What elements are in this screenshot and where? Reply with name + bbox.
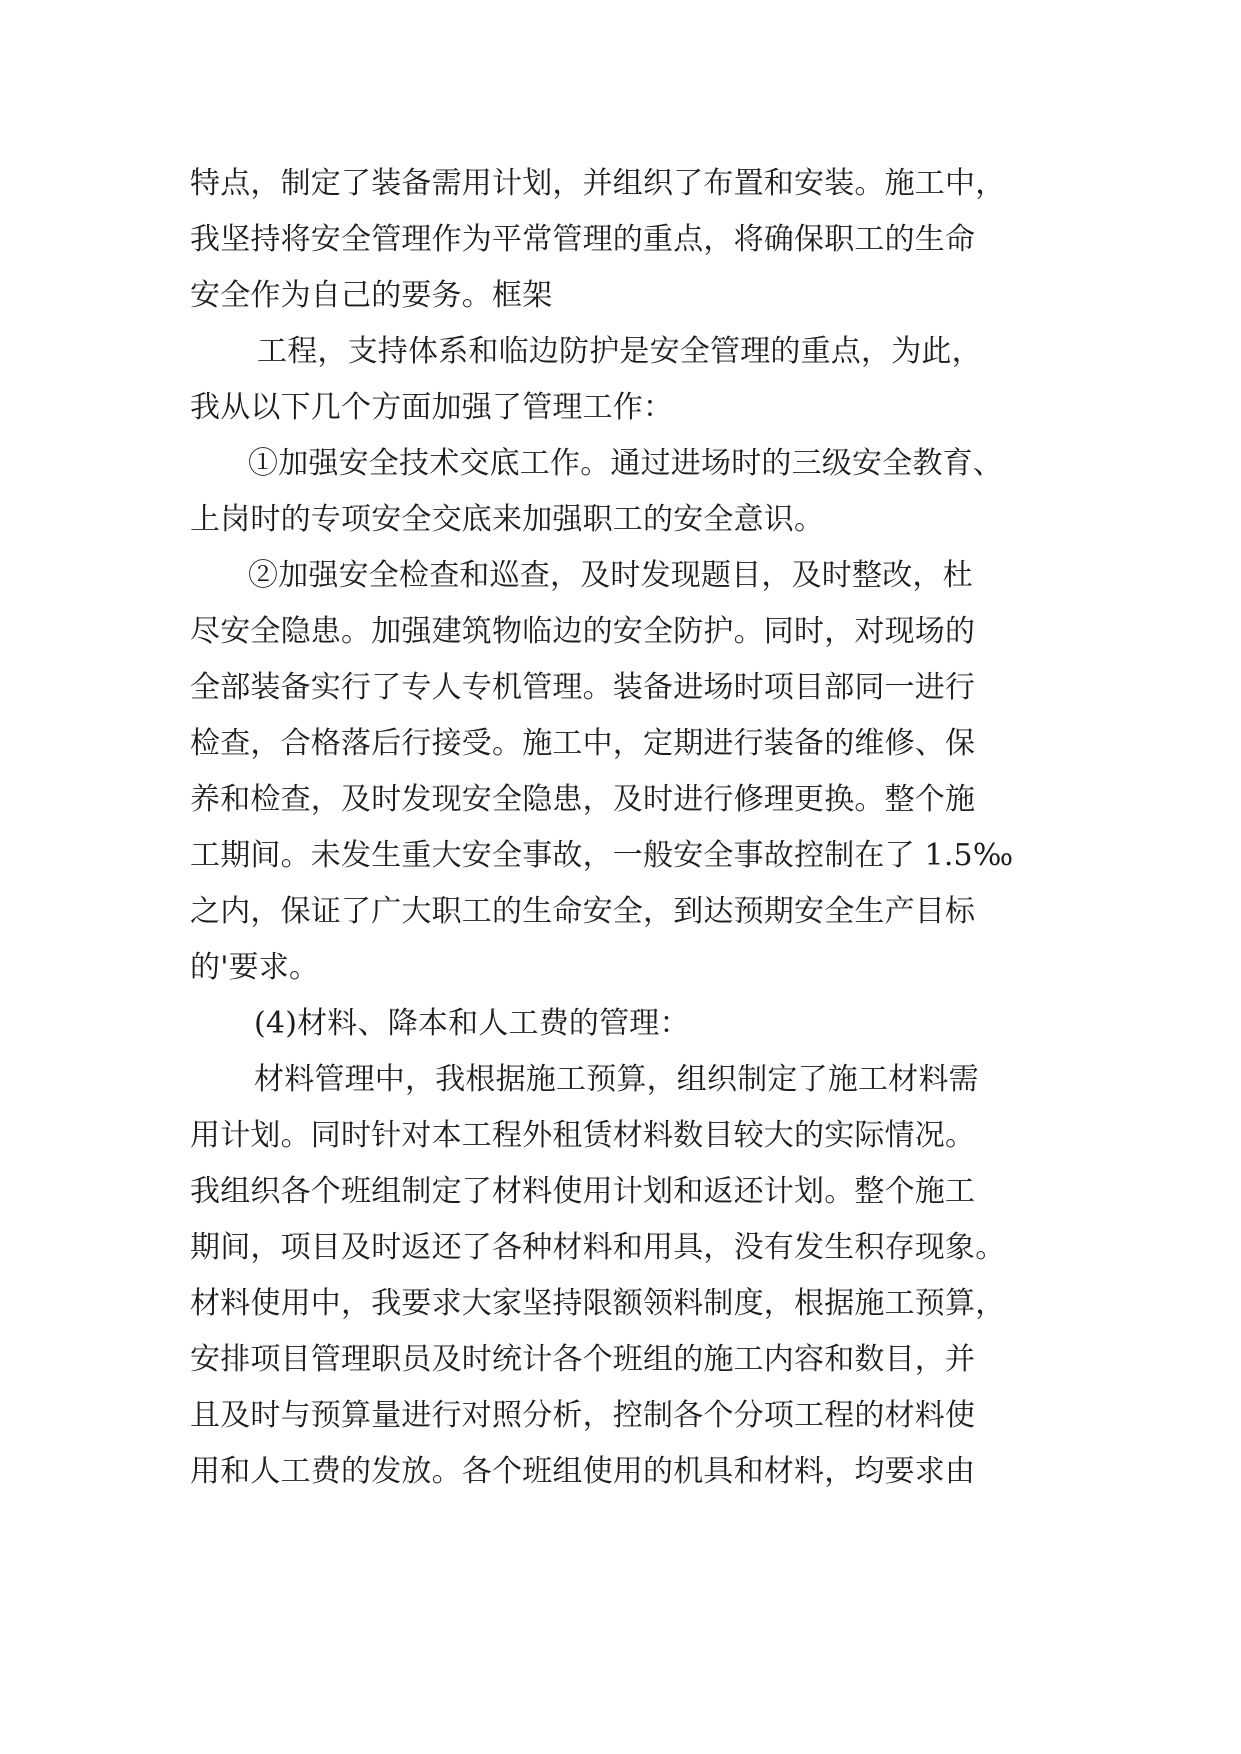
- text-line: ①加强安全技术交底工作。通过进场时的三级安全教育、: [248, 446, 1003, 481]
- text-line: 工程，支持体系和临边防护是安全管理的重点，为此，: [257, 334, 982, 369]
- text-line: 全部装备实行了专人专机管理。装备进场时项目部同一进行: [190, 670, 976, 705]
- text-line: 材料使用中，我要求大家坚持限额领料制度，根据施工预算，: [190, 1286, 1006, 1321]
- text-line: 工期间。未发生重大安全事故，一般安全事故控制在了 1.5‰: [190, 838, 1014, 873]
- text-line: 且及时与预算量进行对照分析，控制各个分项工程的材料使: [190, 1398, 976, 1433]
- text-line: 之内，保证了广大职工的生命安全，到达预期安全生产目标: [190, 894, 976, 929]
- text-line: 的'要求。: [190, 950, 320, 985]
- text-line: 特点，制定了装备需用计划，并组织了布置和安装。施工中，: [190, 166, 1006, 201]
- text-line: 上岗时的专项安全交底来加强职工的安全意识。: [190, 502, 825, 537]
- text-line: ②加强安全检查和巡查，及时发现题目，及时整改，杜: [248, 558, 973, 593]
- text-line: 安排项目管理职员及时统计各个班组的施工内容和数目，并: [190, 1342, 976, 1377]
- text-line: 用计划。同时针对本工程外租赁材料数目较大的实际情况。: [190, 1118, 976, 1153]
- text-line: 材料管理中，我根据施工预算，组织制定了施工材料需: [254, 1062, 979, 1097]
- text-line: 我组织各个班组制定了材料使用计划和返还计划。整个施工: [190, 1174, 976, 1209]
- text-line: 用和人工费的发放。各个班组使用的机具和材料，均要求由: [190, 1454, 976, 1489]
- text-line: 我从以下几个方面加强了管理工作：: [190, 390, 674, 425]
- section-heading: (4)材料、降本和人工费的管理：: [254, 1006, 690, 1041]
- text-line: 期间，项目及时返还了各种材料和用具，没有发生积存现象。: [190, 1230, 1006, 1265]
- text-line: 检查，合格落后行接受。施工中，定期进行装备的维修、保: [190, 726, 976, 761]
- text-line: 安全作为自己的要务。框架: [190, 278, 553, 313]
- text-line: 尽安全隐患。加强建筑物临边的安全防护。同时，对现场的: [190, 614, 976, 649]
- text-line: 养和检查，及时发现安全隐患，及时进行修理更换。整个施: [190, 782, 976, 817]
- text-line: 我坚持将安全管理作为平常管理的重点，将确保职工的生命: [190, 222, 976, 257]
